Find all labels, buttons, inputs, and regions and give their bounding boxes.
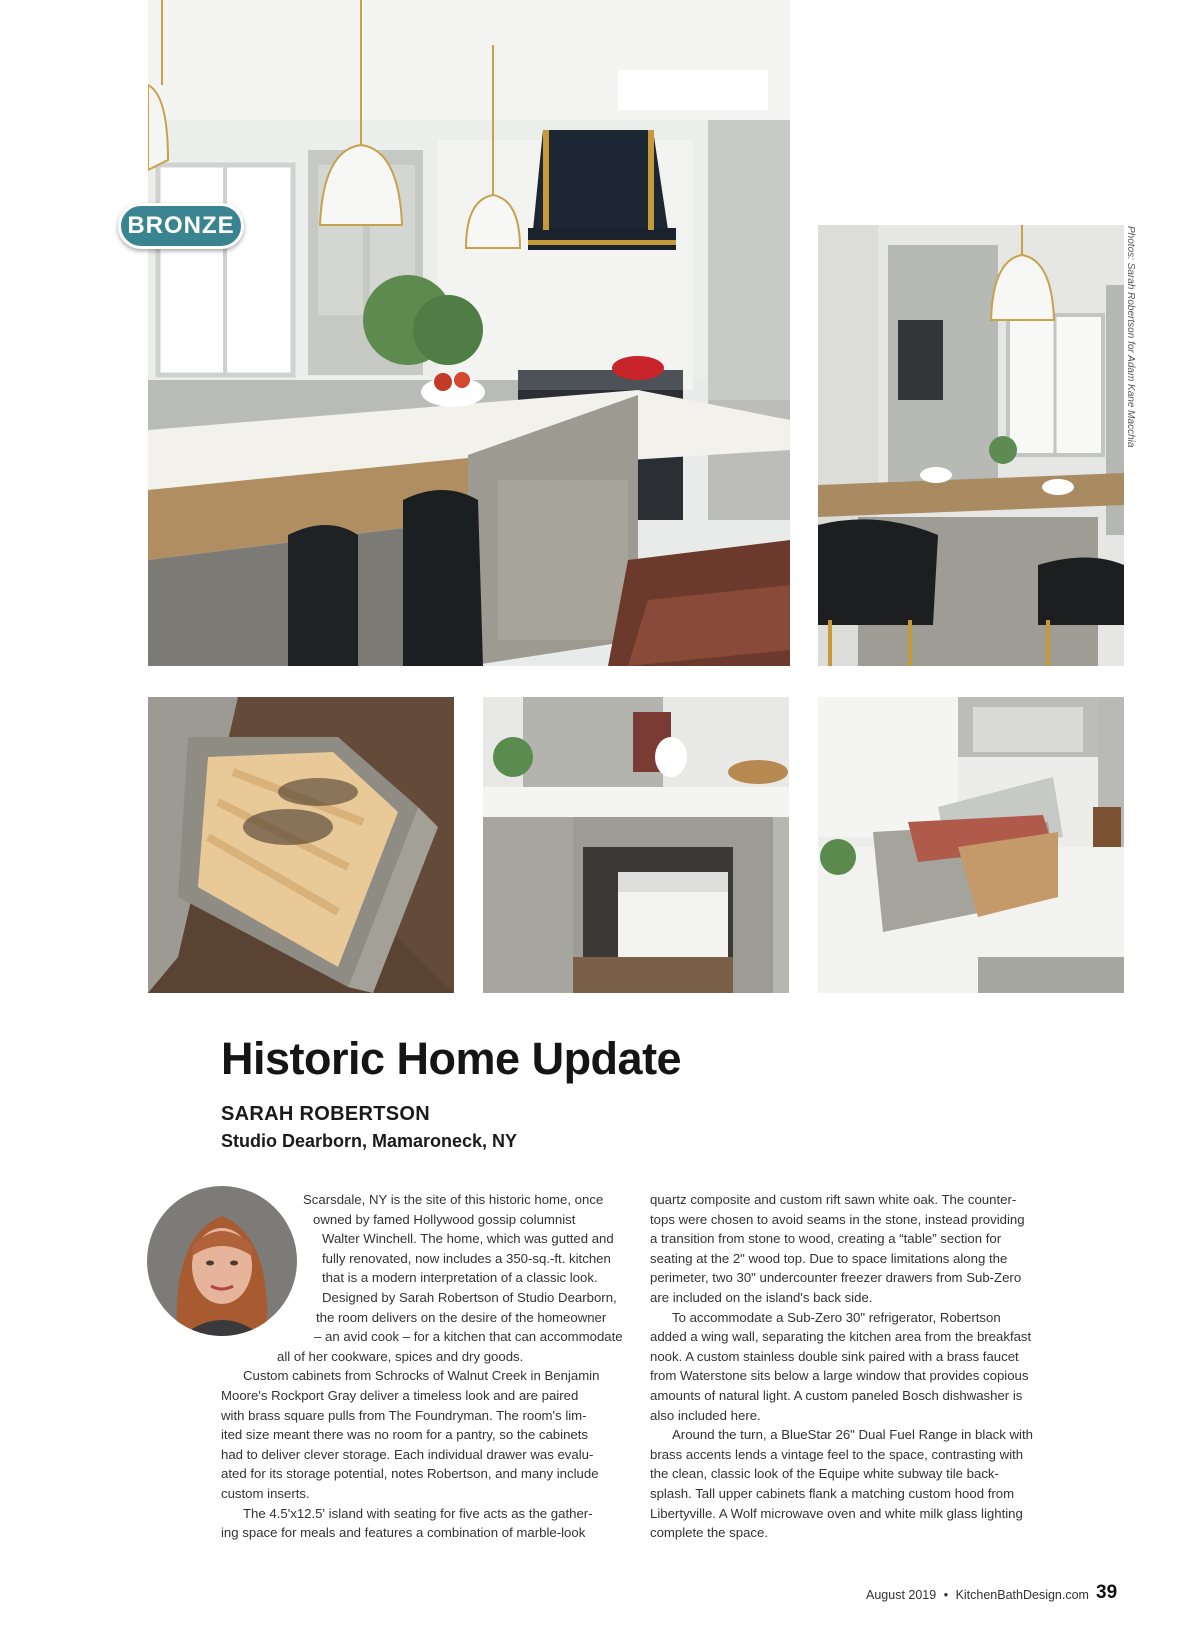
text-line: Walter Winchell. The home, which was gutted and (322, 1231, 614, 1247)
text-line: ited size meant there was no room for a pantry, so the cabinets (221, 1427, 588, 1443)
text-line: added a wing wall, separating the kitchen area from the breakfast (650, 1329, 1032, 1345)
text-line: brass accents lends a vintage feel to the space, contrasting with (650, 1446, 1024, 1462)
text-line: Moore's Rockport Gray deliver a timeless look and are paired (221, 1387, 579, 1403)
photo-credit-text: Photos: Sarah Robertson for Adam Kane Macchia (1125, 226, 1136, 448)
issue-date: August 2019 (866, 1588, 937, 1602)
text-line: Custom cabinets from Schrocks of Walnut Creek in Benjamin (243, 1368, 600, 1384)
text-line: fully renovated, now includes a 350-sq.-ft. kitchen (322, 1250, 611, 1266)
drawer-dividers-photo (148, 697, 454, 993)
photo-credit (1125, 226, 1136, 448)
article-title: Historic Home Update (221, 1033, 682, 1084)
text-line: The 4.5'x12.5' island with seating for five acts as the gather- (243, 1505, 593, 1521)
text-line: Libertyville. A Wolf microwave oven and white milk glass lighting (650, 1505, 1023, 1521)
text-line: are included on the island's back side. (650, 1289, 873, 1305)
text-line: nook. A custom stainless double sink paired with a brass faucet (650, 1348, 1019, 1364)
website-link[interactable]: KitchenBathDesign.com (955, 1588, 1089, 1602)
breakfast-nook-photo (818, 225, 1124, 666)
bread-drawer-photo (818, 697, 1124, 993)
text-line: seating at the 2" wood top. Due to space limitations along the (650, 1250, 1008, 1266)
article-column-right (650, 1190, 1060, 1543)
text-line: with brass square pulls from The Foundryman. The room's lim- (221, 1407, 587, 1423)
article-column-left (221, 1190, 621, 1543)
text-line: owned by famed Hollywood gossip columnist (313, 1211, 576, 1227)
trash-pullout-photo (483, 697, 789, 993)
text-line: perimeter, two 30" undercounter freezer drawers from Sub-Zero (650, 1270, 1022, 1286)
text-line: Scarsdale, NY is the site of this historic home, once (303, 1192, 604, 1207)
designer-name: SARAH ROBERTSON (221, 1103, 430, 1125)
text-line: Designed by Sarah Robertson of Studio Dearborn, (322, 1289, 617, 1305)
text-line: splash. Tall upper cabinets flank a matching custom hood from (650, 1485, 1015, 1501)
text-line: had to deliver clever storage. Each individual drawer was evalu- (221, 1446, 594, 1462)
page-number: 39 (1096, 1582, 1118, 1603)
text-line: a transition from stone to wood, creating a “table” section for (650, 1231, 1002, 1247)
page-footer (866, 1588, 1089, 1602)
text-line: amounts of natural light. A custom paneled Bosch dishwasher is (650, 1387, 1023, 1403)
text-line: the room delivers on the desire of the homeowner (316, 1309, 607, 1325)
design-firm: Studio Dearborn, Mamaroneck, NY (221, 1131, 518, 1151)
text-line: To accommodate a Sub-Zero 30" refrigerator, Robertson (672, 1309, 1001, 1325)
text-line: custom inserts. (221, 1485, 310, 1501)
text-line: Around the turn, a BlueStar 26" Dual Fuel Range in black with (672, 1427, 1033, 1443)
text-line: tops were chosen to avoid seams in the stone, instead providing (650, 1211, 1025, 1227)
text-line: the clean, classic look of the Equipe white subway tile back- (650, 1466, 999, 1482)
award-badge: BRONZE (118, 203, 244, 249)
text-line: complete the space. (650, 1525, 769, 1541)
text-line: all of her cookware, spices and dry goods. (277, 1348, 524, 1364)
main-kitchen-photo (148, 0, 790, 666)
text-line: ated for its storage potential, notes Robertson, and many include (221, 1466, 599, 1482)
text-line: quartz composite and custom rift sawn white oak. The counter- (650, 1192, 1017, 1207)
text-line: that is a modern interpretation of a classic look. (322, 1270, 598, 1286)
footer-separator: • (943, 1588, 949, 1602)
text-line: – an avid cook – for a kitchen that can accommodate (314, 1329, 623, 1345)
text-line: also included here. (650, 1407, 761, 1423)
text-line: from Waterstone sits below a large window that provides copious (650, 1368, 1029, 1384)
text-line: ing space for meals and features a combination of marble-look (221, 1525, 586, 1541)
